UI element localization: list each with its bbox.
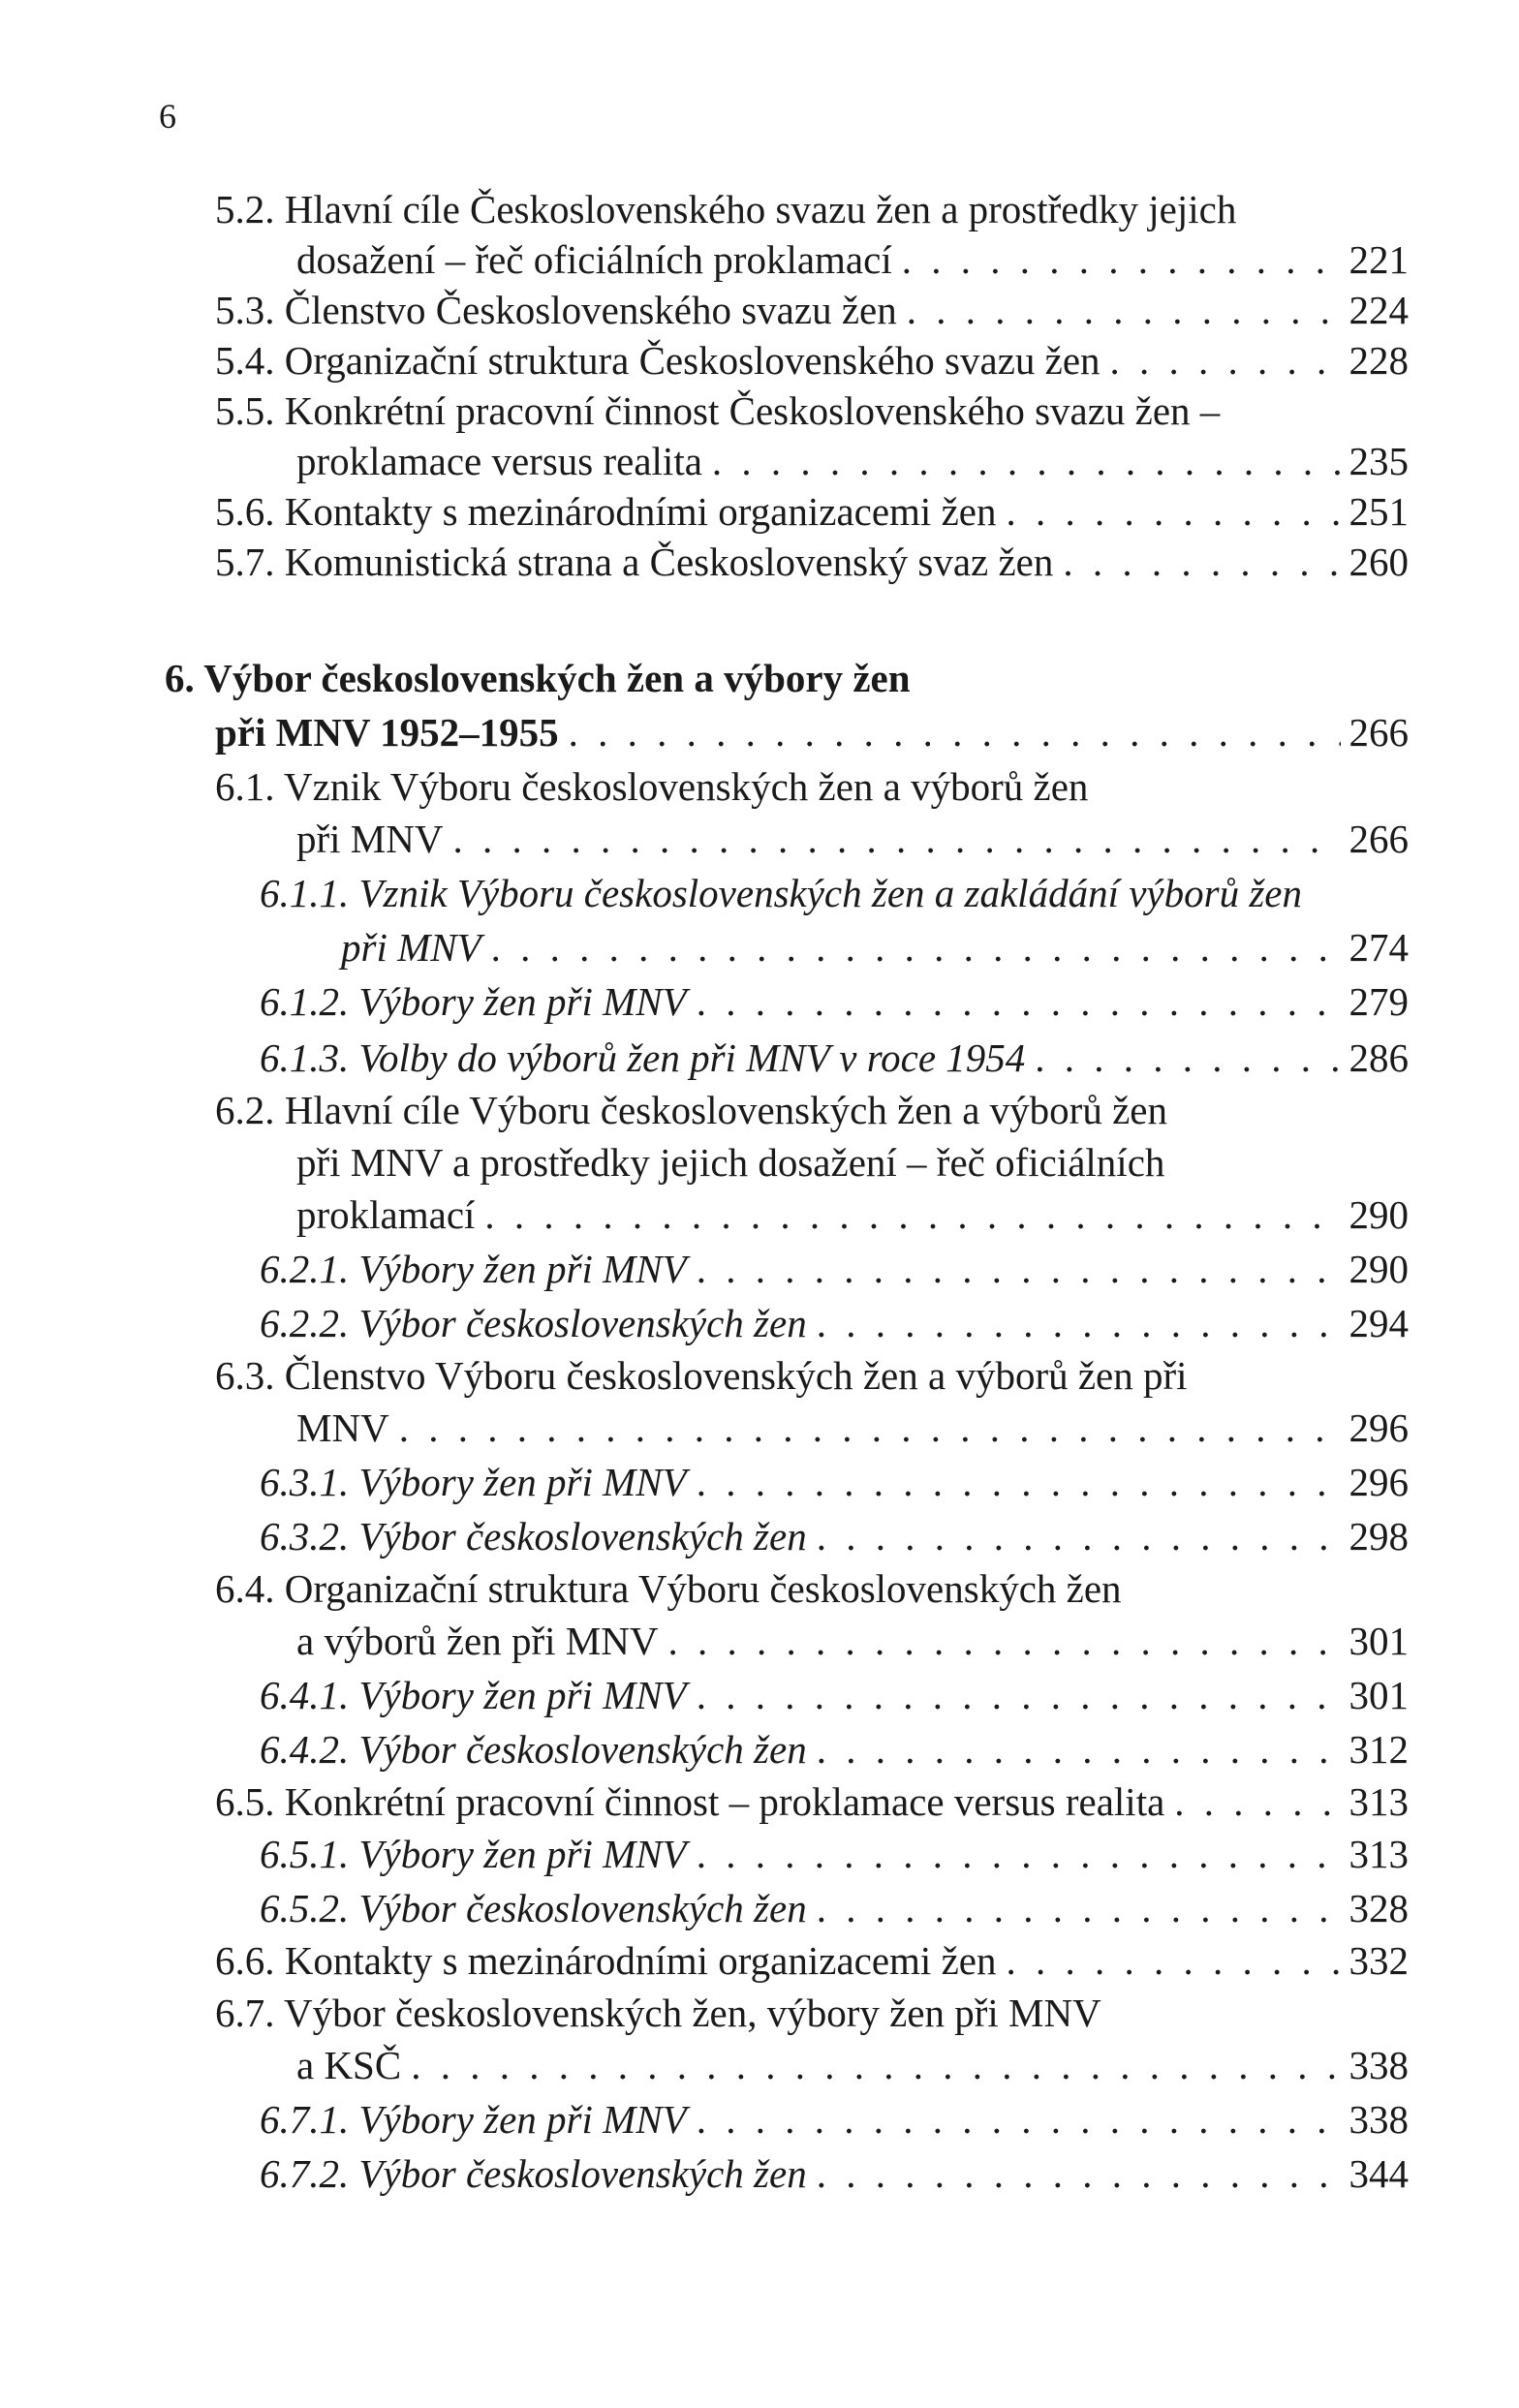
toc-entry-title: 6.7.1. Výbory žen při MNV (260, 2097, 687, 2142)
toc-entry-title: 6.3.1. Výbory žen při MNV (260, 1460, 687, 1504)
toc-entry-title: 6.5. Konkrétní pracovní činnost – proklamace versus realita (215, 1779, 1165, 1824)
toc-entry-title: a KSČ (296, 2043, 402, 2087)
leader-dots (484, 1189, 1341, 1240)
toc-entry-page: 332 (1348, 1938, 1409, 1983)
leader-dots (411, 2040, 1341, 2090)
toc-subentry (341, 922, 1409, 972)
toc-entry-page: 301 (1348, 1619, 1409, 1663)
page-number: 6 (159, 97, 176, 136)
toc-entry (296, 1137, 1164, 1188)
toc-entry (215, 1563, 1122, 1614)
toc-entry (296, 436, 1409, 486)
leader-dots (817, 1883, 1341, 1933)
toc-entry-title: 6.1. Vznik Výboru československých žen a výborů žen (215, 764, 1089, 809)
toc-entry-title: 6.1.2. Výbory žen při MNV (260, 979, 687, 1024)
toc-entry-title: při MNV (296, 817, 444, 861)
chapter-heading (215, 707, 1409, 757)
leader-dots (697, 1244, 1341, 1294)
toc-subentry (260, 1033, 1409, 1083)
leader-dots (712, 436, 1341, 486)
toc-entry-title: 6. Výbor československých žen a výbory žen (165, 656, 911, 700)
toc-subentry (260, 1457, 1409, 1507)
toc-entry (215, 184, 1236, 234)
toc-entry (296, 814, 1409, 864)
toc-entry-page: 313 (1348, 1779, 1409, 1824)
toc-entry-title: MNV (296, 1405, 389, 1450)
toc-entry-page: 296 (1348, 1405, 1409, 1450)
toc-entry (215, 761, 1088, 812)
toc-entry-title: dosažení – řeč oficiálních proklamací (296, 237, 892, 282)
leader-dots (817, 2148, 1341, 2199)
toc-entry-title: 6.7.2. Výbor československých žen (260, 2151, 807, 2196)
toc-entry-title: 6.2. Hlavní cíle Výboru československých žen a výborů žen (215, 1088, 1167, 1132)
toc-entry-page: 344 (1348, 2151, 1409, 2196)
toc-entry (296, 1189, 1409, 1240)
toc-entry-page: 266 (1348, 710, 1409, 755)
toc-subentry (260, 976, 1409, 1027)
toc-entry-title: proklamace versus realita (296, 439, 702, 483)
toc-entry (215, 1935, 1409, 1986)
toc-entry-page: 251 (1348, 489, 1409, 534)
toc-entry-page: 290 (1348, 1192, 1409, 1237)
toc-entry-page: 274 (1348, 925, 1409, 970)
toc-entry-title: 5.5. Konkrétní pracovní činnost Československého svazu žen – (215, 388, 1221, 433)
leader-dots (1006, 486, 1341, 537)
toc-entry-page: 312 (1348, 1727, 1409, 1772)
toc-entry-title: 6.7. Výbor československých žen, výbory žen při MNV (215, 1991, 1101, 2035)
toc-entry (215, 537, 1409, 587)
toc-entry-page: 313 (1348, 1832, 1409, 1876)
toc-entry (215, 486, 1409, 537)
toc-subentry (260, 1511, 1409, 1561)
toc-entry-page: 294 (1348, 1301, 1409, 1345)
leader-dots (697, 1670, 1341, 1720)
toc-entry (215, 1776, 1409, 1827)
toc-entry-page: 338 (1348, 2043, 1409, 2087)
toc-entry-page: 298 (1348, 1514, 1409, 1559)
toc-entry (215, 1350, 1188, 1401)
leader-dots (667, 1616, 1341, 1666)
toc-subentry (260, 2094, 1409, 2145)
leader-dots (902, 234, 1341, 285)
toc-entry-page: 328 (1348, 1886, 1409, 1930)
toc-entry (296, 234, 1409, 285)
toc-entry-title: při MNV (341, 925, 481, 970)
leader-dots (1174, 1776, 1341, 1827)
toc-entry-page: 266 (1348, 817, 1409, 861)
toc-entry-title: 5.7. Komunistická strana a Československý svaz žen (215, 540, 1054, 584)
toc-entry-page: 290 (1348, 1247, 1409, 1291)
toc-subentry (260, 1670, 1409, 1720)
toc-entry-title: 6.5.2. Výbor československých žen (260, 1886, 807, 1930)
toc-entry-title: 6.4.1. Výbory žen při MNV (260, 1673, 687, 1717)
toc-entry-title: 6.1.1. Vznik Výboru československých žen a zakládání výborů žen (260, 871, 1302, 915)
leader-dots (1063, 537, 1341, 587)
toc-entry-title: 6.3.2. Výbor československých žen (260, 1514, 807, 1559)
toc-entry-title: 6.5.1. Výbory žen při MNV (260, 1832, 687, 1876)
toc-subentry (260, 1829, 1409, 1879)
toc-entry-title: proklamací (296, 1192, 476, 1237)
toc-subentry (260, 868, 1302, 918)
toc-entry-page: 228 (1348, 338, 1409, 383)
leader-dots (907, 285, 1341, 335)
toc-entry-title: 6.4.2. Výbor československých žen (260, 1727, 807, 1772)
toc-entry-title: 5.4. Organizační struktura Československého svazu žen (215, 338, 1100, 383)
toc-subentry (260, 1244, 1409, 1294)
toc-entry-title: 6.2.2. Výbor československých žen (260, 1301, 807, 1345)
leader-dots (697, 2094, 1341, 2145)
toc-entry-page: 235 (1348, 439, 1409, 483)
toc-entry-title: při MNV 1952–1955 (215, 710, 559, 755)
toc-subentry (260, 2148, 1409, 2199)
toc-entry-title: 6.6. Kontakty s mezinárodními organizacemi žen (215, 1938, 997, 1983)
toc-entry-page: 279 (1348, 979, 1409, 1024)
toc-entry (215, 285, 1409, 335)
toc-entry-page: 301 (1348, 1673, 1409, 1717)
toc-entry-page: 286 (1348, 1035, 1409, 1080)
toc-entry-title: 6.1.3. Volby do výborů žen při MNV v roce 1954 (260, 1035, 1026, 1080)
toc-entry-title: 5.3. Členstvo Československého svazu žen (215, 288, 897, 332)
leader-dots (697, 1457, 1341, 1507)
leader-dots (491, 922, 1341, 972)
toc-subentry (260, 1724, 1409, 1775)
leader-dots (697, 1829, 1341, 1879)
toc-entry-title: a výborů žen při MNV (296, 1619, 659, 1663)
leader-dots (817, 1298, 1341, 1348)
toc-entry (296, 1403, 1409, 1453)
leader-dots (817, 1511, 1341, 1561)
toc-entry-page: 260 (1348, 540, 1409, 584)
toc-entry-page: 221 (1348, 237, 1409, 282)
toc-subentry (260, 1883, 1409, 1933)
leader-dots (1035, 1033, 1341, 1083)
toc-entry (296, 2040, 1409, 2090)
toc-entry-title: 5.6. Kontakty s mezinárodními organizacemi žen (215, 489, 997, 534)
toc-entry-page: 338 (1348, 2097, 1409, 2142)
toc-entry-title: 6.3. Členstvo Výboru československých žen a výborů žen při (215, 1353, 1188, 1398)
leader-dots (697, 976, 1341, 1027)
leader-dots (1006, 1935, 1341, 1986)
toc-entry (296, 1616, 1409, 1666)
toc-subentry (260, 1298, 1409, 1348)
leader-dots (399, 1403, 1341, 1453)
toc-entry-title: 5.2. Hlavní cíle Československého svazu žen a prostředky jejich (215, 187, 1237, 232)
leader-dots (817, 1724, 1341, 1775)
leader-dots (569, 707, 1341, 757)
toc-entry (215, 386, 1220, 436)
toc-entry (215, 1988, 1101, 2038)
toc-entry-title: 6.4. Organizační struktura Výboru československých žen (215, 1566, 1122, 1611)
toc-entry-page: 296 (1348, 1460, 1409, 1504)
toc-entry-title: při MNV a prostředky jejich dosažení – řeč oficiálních (296, 1140, 1165, 1185)
leader-dots (452, 814, 1341, 864)
toc-entry (215, 1085, 1167, 1135)
leader-dots (1110, 335, 1341, 386)
toc-entry-page: 224 (1348, 288, 1409, 332)
chapter-heading (165, 653, 911, 703)
toc-entry (215, 335, 1409, 386)
toc-entry-title: 6.2.1. Výbory žen při MNV (260, 1247, 687, 1291)
